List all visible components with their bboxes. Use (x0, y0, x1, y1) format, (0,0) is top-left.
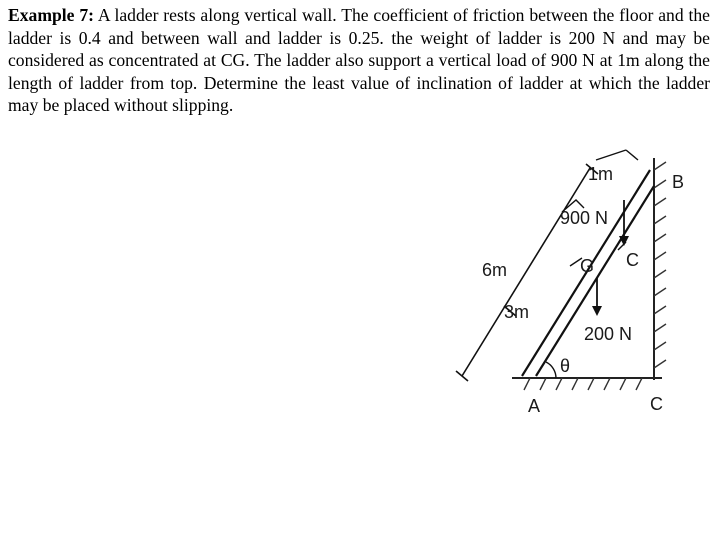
label-theta: θ (560, 356, 571, 376)
label-200n: 200 N (584, 324, 633, 344)
dimension-tick-1m (626, 150, 638, 160)
ladder-diagram (400, 130, 720, 420)
dimension-tick-bottom (456, 371, 468, 381)
problem-statement (8, 4, 710, 117)
wall-hatching (654, 162, 666, 368)
weight-arrowhead-200n (592, 306, 602, 316)
label-6m: 6m (482, 260, 508, 280)
label-point-c-corner: C (650, 394, 663, 414)
label-1m: 1m (588, 164, 614, 184)
ladder-figure (400, 130, 720, 420)
example-heading: Example 7: (8, 5, 94, 25)
label-3m: 3m (504, 302, 530, 322)
label-point-b: B (672, 172, 685, 192)
angle-arc (546, 362, 556, 378)
label-point-g: G (580, 256, 595, 276)
label-point-a: A (528, 396, 541, 416)
label-900n: 900 N (560, 208, 609, 228)
problem-text: A ladder rests along vertical wall. The coefficient of friction between the floor and the ladder is 0.4 and between wall and ladder is 0.25. the weight of ladder is 200 N and may be considered as concentrated at CG. The ladder also support a vertical load of 900 N at 1m along the length of ladder from top. Determine the least value of inclination of ladder at which the ladder may be placed without slipping. (8, 5, 710, 115)
dimension-line-1m (596, 150, 626, 160)
floor-hatching (524, 378, 642, 390)
label-point-c-load: C (626, 250, 639, 270)
